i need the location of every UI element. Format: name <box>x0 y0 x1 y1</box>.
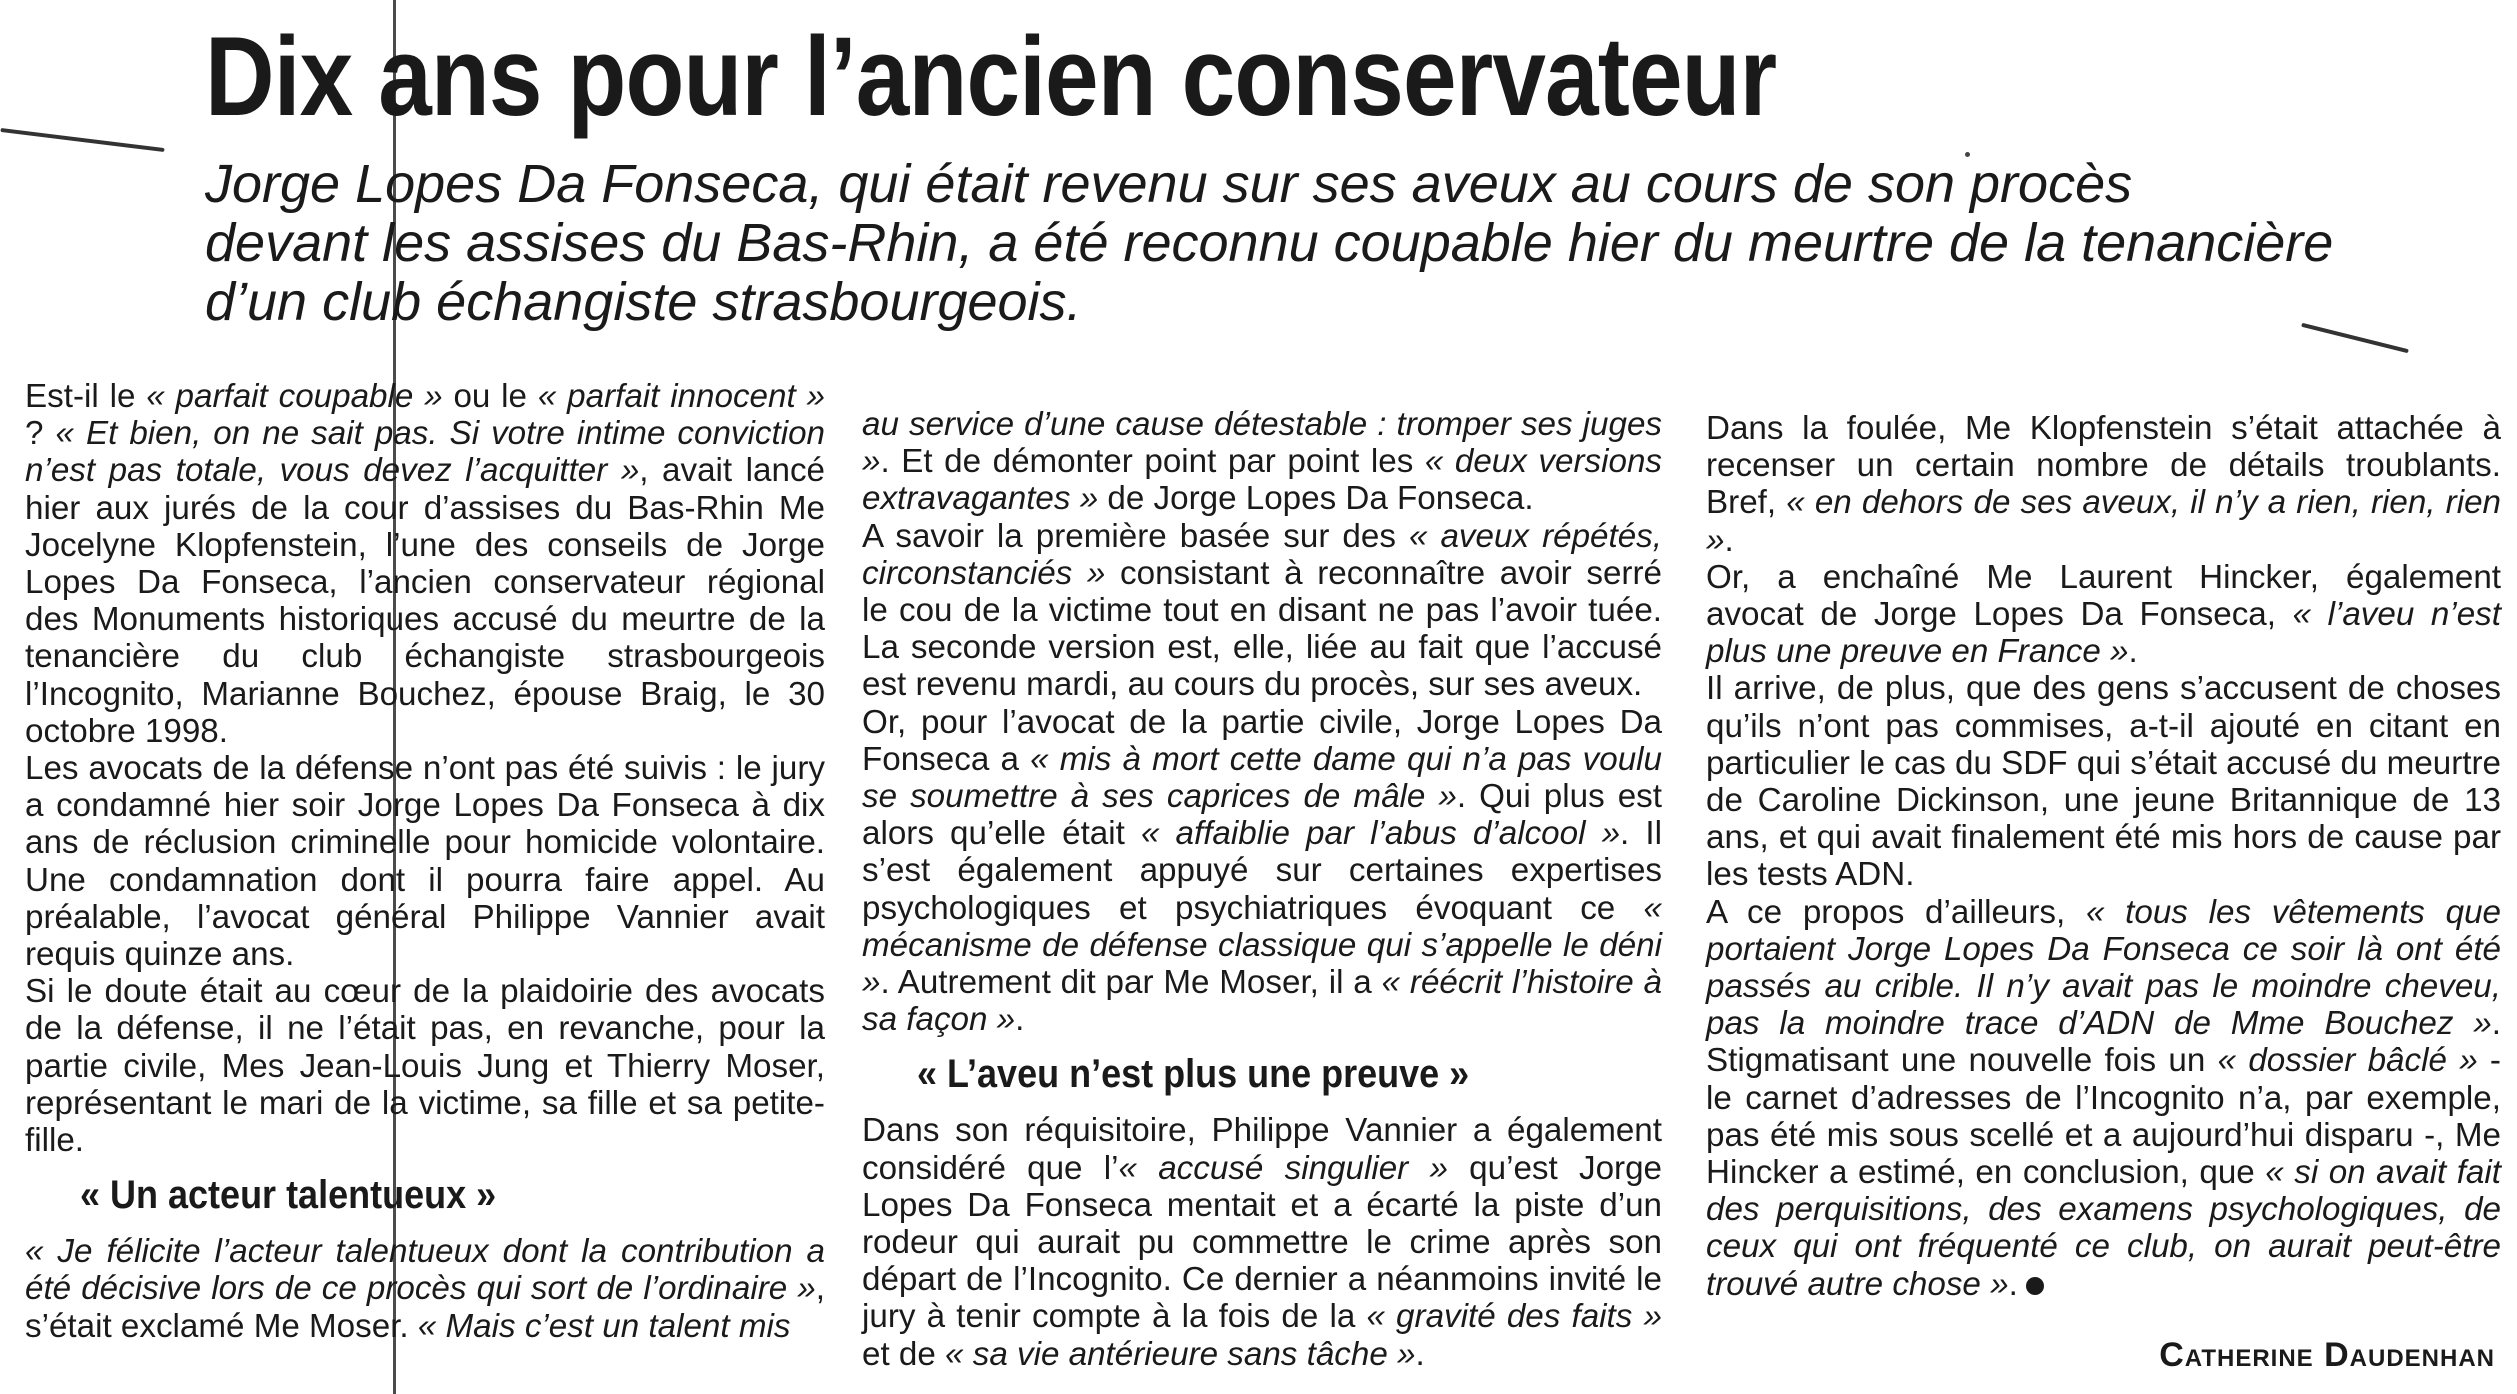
end-of-article-bullet-icon <box>2026 1277 2044 1295</box>
text: A ce propos d’ailleurs, <box>1706 893 2086 931</box>
text: . Qui plus est alors qu’elle était <box>862 778 1662 853</box>
subheading: « L’aveu n’est plus une preuve » <box>917 1052 1470 1097</box>
quote: « accusé singulier » <box>1118 1149 1448 1187</box>
quote: « Mais c’est un talent mis <box>417 1307 791 1345</box>
staple-mark-left <box>0 128 164 152</box>
quote: « en dehors de ses aveux, il n’y a rien, rien, rien » <box>1706 484 2502 559</box>
paragraph <box>862 1112 1662 1372</box>
byline: Catherine Daudenhan <box>2159 1336 2495 1374</box>
text: . <box>2008 1265 2018 1303</box>
quote: « l’aveu n’est plus une preuve en France » <box>1706 596 2501 671</box>
paragraph <box>1706 894 2501 1303</box>
quote: « affaiblie par l’abus d’alcool » <box>1140 815 1621 853</box>
quote: « Et bien, on ne sait pas. Si votre intime conviction n’est pas totale, vous devez l’acquitter » <box>25 415 825 490</box>
quote: « si on avait fait des perquisitions, des examens psychologiques, de ceux qui ont fréquenté ce club, on aurait peut-être trouvé autre chose » <box>1706 1154 2501 1303</box>
paragraph <box>25 1233 825 1345</box>
deck <box>205 155 2505 332</box>
paragraph: Si le doute était au cœur de la plaidoirie des avocats de la défense, il ne l’était pas, en revanche, pour la partie civile, Mes Jean-Louis Jung et Thierry Moser, représentant le mari de la victime, sa fille et sa petite-fille. <box>25 973 825 1160</box>
text: , avait lancé hier aux jurés de la cour d’assises du Bas-Rhin Me Jocelyne Klopfenstein, l’une des conseils de Jorge Lopes Da Fonseca, l’ancien conservateur régional des Monuments historiques accusé du meurtre de la tenancière du club échangiste strasbourgeois l’Incognito, Marianne Bouchez, épouse Braig, le 30 octobre 1998. <box>25 452 825 750</box>
headline: Dix ans pour l’ancien conservateur <box>205 14 1777 139</box>
text: , s’était exclamé Me Moser. <box>25 1270 825 1345</box>
quote: « dossier bâclé » <box>2217 1042 2478 1080</box>
paragraph <box>25 378 825 750</box>
text: . <box>1015 1001 1025 1039</box>
paragraph <box>862 406 1662 518</box>
article-column-1 <box>25 378 825 1345</box>
text: qu’est Jorge Lopes Da Fonseca mentait et a écarté la piste d’un rodeur qui aurait pu commettre le crime après son départ de l’Incognito. Ce dernier a néanmoins invité le jury à tenir compte à la fois de la <box>862 1149 1662 1336</box>
text: . <box>2128 633 2138 671</box>
article-column-2 <box>862 406 1662 1373</box>
text: Or, pour l’avocat de la partie civile, Jorge Lopes Da Fonseca a <box>862 703 1662 778</box>
paragraph: Les avocats de la défense n’ont pas été suivis : le jury a condamné hier soir Jorge Lopes Da Fonseca à dix ans de réclusion criminelle pour homicide volontaire. Une condamnation dont il pourra faire appel. Au préalable, l’avocat général Philippe Vannier avait requis quinze ans. <box>25 750 825 974</box>
quote: « gravité des faits » <box>1366 1298 1662 1336</box>
quote: « Je félicite l’acteur talentueux dont la contribution a été décisive lors de ce procès qui sort de l’ordinaire » <box>25 1233 825 1308</box>
text: . Stigmatisant une nouvelle fois un <box>1706 1005 2501 1080</box>
text: Est-il le <box>25 378 147 415</box>
paragraph: Il arrive, de plus, que des gens s’accusent de choses qu’ils n’ont pas commises, a-t-il ajouté en citant en particulier le cas du SDF qui s’était accusé du meurtre de Caroline Dickinson, une jeune Britannique de 13 ans, et qui avait finalement été mis hors de cause par les tests ADN. <box>1706 670 2502 894</box>
text: . Autrement dit par Me Moser, il a <box>880 964 1382 1002</box>
paragraph <box>1706 410 2501 559</box>
deck-line-1: Jorge Lopes Da Fonseca, qui était revenu sur ses aveux au cours de son procès <box>205 154 2133 214</box>
deck-line-2: devant les assises du Bas-Rhin, a été reconnu coupable hier du meurtre de la tenancière <box>205 213 2334 273</box>
quote: « deux versions extravagantes » <box>862 443 1662 518</box>
text: Dans son réquisitoire, Philippe Vannier a également considéré que l’ <box>862 1112 1662 1187</box>
deck-line-3: d’un club échangiste strasbourgeois. <box>205 272 1082 332</box>
quote: « mécanisme de défense classique qui s’appelle le déni » <box>862 889 1662 1002</box>
subheading: « Un acteur talentueux » <box>80 1173 497 1218</box>
text: ou le <box>442 378 538 415</box>
text: . <box>1415 1335 1425 1373</box>
text: A savoir la première basée sur des <box>862 517 1409 555</box>
paragraph <box>1706 559 2501 671</box>
quote: « aveux répétés, circonstanciés » <box>862 517 1662 592</box>
text: - le carnet d’adresses de l’Incognito n’a, par exemple, pas été mis sous scellé et a aujourd’hui disparu -, Me Hincker a estimé, en conclusion, que <box>1706 1042 2501 1192</box>
quote: « sa vie antérieure sans tâche » <box>945 1335 1416 1373</box>
quote: au service d’une cause détestable : tromper ses juges » <box>862 406 1662 481</box>
text: . <box>1724 521 1734 559</box>
quote: « parfait innocent » <box>537 378 825 415</box>
text: Dans la foulée, Me Klopfenstein s’était attachée à recenser un certain nombre de détails troublants. Bref, <box>1706 410 2501 522</box>
quote: « mis à mort cette dame qui n’a pas voulu se soumettre à ses caprices de mâle » <box>862 740 1663 816</box>
paragraph <box>862 518 1662 704</box>
text: . Et de démonter point par point les <box>880 443 1425 481</box>
paragraph <box>862 704 1662 1039</box>
text: et de <box>862 1335 946 1373</box>
text: consistant à reconnaître avoir serré le cou de la victime tout en disant ne pas l’avoir tuée. La seconde version est, elle, liée au fait que l’accusé est revenu mardi, au cours du procès, sur ses aveux. <box>862 554 1662 704</box>
quote: « réécrit l’histoire à sa façon » <box>862 964 1662 1039</box>
text: de Jorge Lopes Da Fonseca. <box>1098 480 1534 518</box>
text: ? <box>25 415 56 453</box>
quote: « tous les vêtements que portaient Jorge Lopes Da Fonseca ce soir là ont été passés au crible. Il n’y avait pas le moindre cheveu, pas la moindre trace d’ADN de Mme Bouchez » <box>1706 893 2501 1043</box>
text: . Il s’est également appuyé sur certaines expertises psychologiques et psychiatriques évoquant ce <box>862 815 1662 927</box>
quote: « parfait coupable » <box>146 378 443 415</box>
article-column-3 <box>1706 410 2501 1303</box>
text: Or, a enchaîné Me Laurent Hincker, également avocat de Jorge Lopes Da Fonseca, <box>1706 558 2501 634</box>
